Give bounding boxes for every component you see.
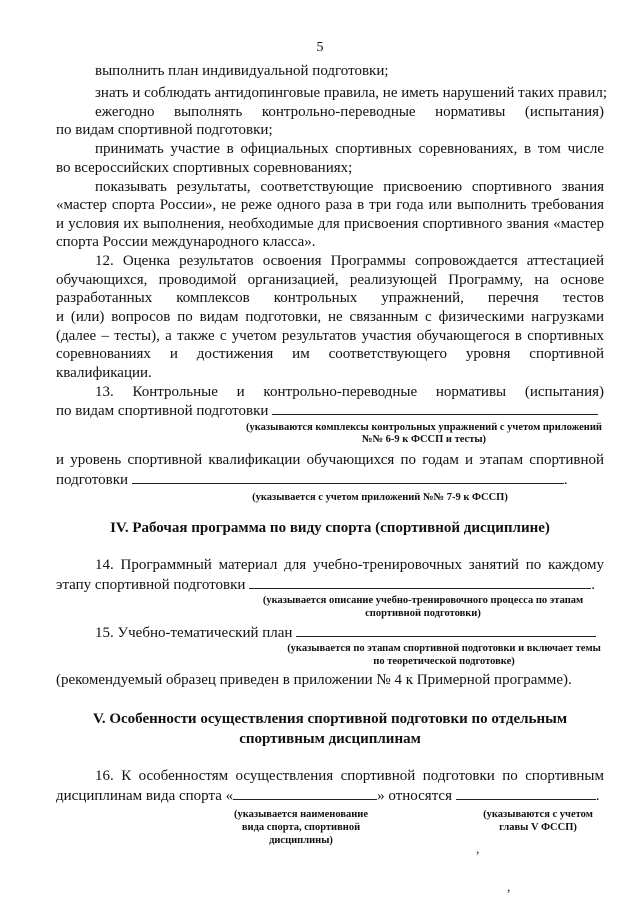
section-heading: спортивным дисциплинам <box>239 731 421 747</box>
text-fragment: по видам спортивной подготовки <box>56 403 269 419</box>
text-line: (далее – тесты), а также с учетом результатов участия обучающегося в спортивных <box>56 328 604 344</box>
fill-in-blank <box>456 787 596 800</box>
fill-in-blank <box>132 471 564 484</box>
text-line: и (или) вопросов по видам подготовки, не связанным с физическими нагрузками <box>56 309 604 325</box>
text-fragment: » относятся <box>377 788 452 804</box>
field-hint: дисциплины) <box>269 835 333 846</box>
text-line <box>56 576 604 594</box>
text-line: показывать результаты, соответствующие присвоению спортивного звания <box>95 179 604 195</box>
text-line: 14. Программный материал для учебно-тренировочных занятий по каждому <box>95 557 604 573</box>
field-hint: (указывается наименование <box>233 809 369 820</box>
text-line: выполнить план индивидуальной подготовки; <box>95 63 389 79</box>
text-line <box>56 471 604 489</box>
stray-mark: , <box>507 880 511 895</box>
text-line: разработанных комплексов контрольных упражнений, перечня тестов <box>56 290 604 306</box>
field-hint: №№ 6-9 к ФССП и тесты) <box>361 434 487 445</box>
field-hint: (указывается описание учебно-тренировочного процесса по этапам <box>262 595 584 606</box>
field-hint: главы V ФССП) <box>499 822 577 833</box>
field-hint: по теоретической подготовке) <box>373 656 515 667</box>
field-hint: (указываются с учетом <box>483 809 593 820</box>
text-line: 12. Оценка результатов освоения Программы сопровождается аттестацией <box>95 253 604 269</box>
text-line: во всероссийских спортивных соревнованиях; <box>56 160 353 176</box>
fill-in-blank <box>272 402 598 415</box>
text-line: принимать участие в официальных спортивных соревнованиях, в том числе <box>95 141 604 157</box>
fill-in-blank <box>233 787 377 800</box>
text-line: (рекомендуемый образец приведен в приложении № 4 к Примерной программе). <box>56 672 572 688</box>
text-line: соревнованиях и достижения им соответствующего уровня спортивной <box>56 346 604 362</box>
text-fragment: . <box>595 788 600 804</box>
text-fragment: . <box>563 472 568 488</box>
text-line: обучающихся, проводимой организацией, реализующей Программу, на основе <box>56 272 604 288</box>
field-hint: (указывается с учетом приложений №№ 7-9 к ФССП) <box>252 492 508 503</box>
text-line <box>95 624 604 642</box>
text-line: спорта России международного класса». <box>56 234 316 250</box>
text-line: ежегодно выполнять контрольно-переводные нормативы (испытания) <box>95 104 604 120</box>
field-hint: спортивной подготовки) <box>365 608 481 619</box>
section-heading: IV. Рабочая программа по виду спорта (спортивной дисциплине) <box>110 520 550 536</box>
text-fragment: подготовки <box>56 472 129 488</box>
field-hint: (указывается по этапам спортивной подготовки и включает темы <box>287 643 601 654</box>
text-line: «мастер спорта России», не реже одного раза в три года или выполнить требования <box>56 197 604 213</box>
text-line: 16. К особенностям осуществления спортивной подготовки по спортивным <box>95 768 604 784</box>
field-hint: (указываются комплексы контрольных упражнений с учетом приложений <box>246 422 602 433</box>
fill-in-blank <box>296 624 596 637</box>
section-heading: V. Особенности осуществления спортивной подготовки по отдельным <box>92 711 568 727</box>
text-line: и условия их выполнения, необходимые для присвоения спортивного звания «мастер <box>56 216 604 232</box>
text-fragment: этапу спортивной подготовки <box>56 577 246 593</box>
field-hint: вида спорта, спортивной <box>241 822 361 833</box>
text-line: 13. Контрольные и контрольно-переводные нормативы (испытания) <box>95 384 604 400</box>
text-line: знать и соблюдать антидопинговые правила, не иметь нарушений таких правил; <box>95 85 607 101</box>
fill-in-blank <box>249 576 591 589</box>
text-fragment: . <box>591 577 595 593</box>
text-fragment: 15. Учебно-тематический план <box>95 625 293 641</box>
stray-mark: , <box>476 842 480 857</box>
text-line <box>56 787 604 805</box>
text-line: по видам спортивной подготовки; <box>56 122 273 138</box>
text-line <box>56 402 604 420</box>
page-number: 5 <box>316 40 324 55</box>
text-line: и уровень спортивной квалификации обучающихся по годам и этапам спортивной <box>56 452 604 468</box>
text-fragment: дисциплинам вида спорта « <box>56 788 234 804</box>
text-line: квалификации. <box>56 365 152 381</box>
